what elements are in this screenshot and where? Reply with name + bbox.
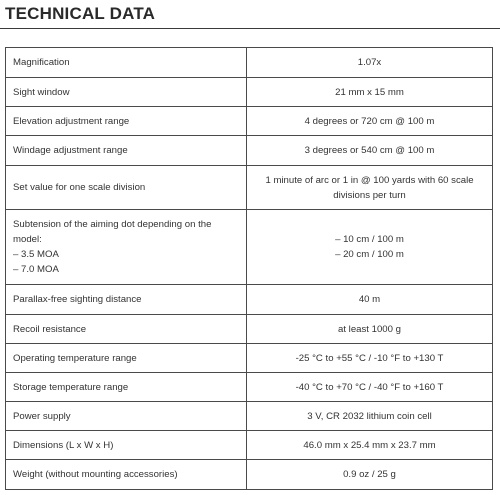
row-value: at least 1000 g — [247, 315, 493, 344]
value-line: 1 minute of arc or 1 in @ 100 yards with 60 scale — [265, 174, 474, 186]
table-row — [6, 315, 493, 344]
row-label: Magnification — [6, 48, 247, 78]
row-label: Set value for one scale division — [6, 166, 247, 210]
row-label: Elevation adjustment range — [6, 107, 247, 136]
technical-data-table — [5, 47, 493, 490]
row-label: Parallax-free sighting distance — [6, 285, 247, 315]
row-value: 1.07x — [247, 48, 493, 78]
row-label: Dimensions (L x W x H) — [6, 431, 247, 460]
row-value: 3 degrees or 540 cm @ 100 m — [247, 136, 493, 166]
table-row — [6, 285, 493, 315]
table-row — [6, 373, 493, 402]
row-label: Sight window — [6, 78, 247, 107]
row-label — [6, 210, 247, 285]
value-line: divisions per turn — [333, 189, 406, 201]
row-label: Storage temperature range — [6, 373, 247, 402]
row-value: 21 mm x 15 mm — [247, 78, 493, 107]
table-row — [6, 460, 493, 490]
table-row — [6, 210, 493, 285]
row-value — [247, 166, 493, 210]
row-value: 40 m — [247, 285, 493, 315]
row-value: 46.0 mm x 25.4 mm x 23.7 mm — [247, 431, 493, 460]
value-line: – 10 cm / 100 m — [335, 234, 404, 245]
label-line: – 7.0 MOA — [13, 264, 59, 275]
row-value: -25 °C to +55 °C / -10 °F to +130 T — [247, 344, 493, 373]
table-row — [6, 48, 493, 78]
table-row — [6, 166, 493, 210]
row-label: Windage adjustment range — [6, 136, 247, 166]
row-label: Recoil resistance — [6, 315, 247, 344]
row-value: 0.9 oz / 25 g — [247, 460, 493, 490]
row-label: Weight (without mounting accessories) — [6, 460, 247, 490]
label-line: – 3.5 MOA — [13, 249, 59, 260]
row-label: Operating temperature range — [6, 344, 247, 373]
table-row — [6, 136, 493, 166]
row-value: 4 degrees or 720 cm @ 100 m — [247, 107, 493, 136]
row-label: Power supply — [6, 402, 247, 431]
table-row — [6, 107, 493, 136]
table-row — [6, 402, 493, 431]
table-row — [6, 78, 493, 107]
page-title: TECHNICAL DATA — [5, 4, 156, 23]
row-value: -40 °C to +70 °C / -40 °F to +160 T — [247, 373, 493, 402]
value-line: – 20 cm / 100 m — [335, 249, 404, 260]
label-line: model: — [13, 234, 42, 245]
row-value — [247, 210, 493, 285]
table-row — [6, 431, 493, 460]
title-divider — [0, 28, 500, 29]
table-row — [6, 344, 493, 373]
label-line: Subtension of the aiming dot depending on the — [13, 219, 212, 230]
row-value: 3 V, CR 2032 lithium coin cell — [247, 402, 493, 431]
